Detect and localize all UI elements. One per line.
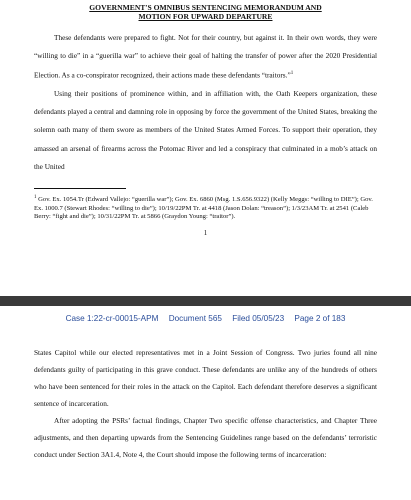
- ecf-header: [34, 314, 377, 323]
- document-page-2: [0, 306, 411, 500]
- paragraph-verdict: States Capitol while our elected representatives met in a Joint Session of Congress. Two juries found all nine defendants guilty of participating in this grave conduct. These defendants are unlike any of the hundreds of others who have been sentenced for their roles in the attack on the Capitol. Each defendant therefore deserves a significant sentence of incarceration.: [34, 348, 377, 408]
- footnote-reference: 1: [290, 71, 294, 77]
- document-title: [34, 3, 377, 21]
- header-document-number: Document 565: [168, 314, 222, 323]
- footnote-number: 1: [34, 195, 37, 201]
- paragraph-incarceration: After adopting the PSRs’ factual findings, Chapter Two specific offense characteristics, and Chapter Three adjustments, and then departing upwards from the Sentencing Guidelines range based on the defendants’ terroristic conduct under Section 3A1.4, Note 4, the Court should impose the following terms of incarceration:: [34, 416, 377, 459]
- page-number: 1: [203, 229, 208, 238]
- header-case-number: Case 1:22-cr-00015-APM: [65, 314, 159, 323]
- footnote-text: Gov. Ex. 1054.Tr (Edward Vallejo: “guerilla war”); Gov. Ex. 6860 (Msg. 1.S.656.9322) (Kelly Meggs: “willing to DIE”); Gov. Ex. 1000.7 (Stewart Rhodes: “willing to die”); 10/19/22PM Tr. at 4418 (Jason Dolan: “treason”); 1/3/23AM Tr. at 2541 (Caleb Berry: “fight and die”); 10/31/22PM Tr. at 5866 (Graydon Young: “traitor”).: [34, 196, 373, 221]
- title-line-2: MOTION FOR UPWARD DEPARTURE: [138, 12, 273, 21]
- footnote-divider: [34, 188, 126, 189]
- paragraph-intro-text: These defendants were prepared to fight. Not for their country, but against it. In their own words, they were “willing to die” in a “guerilla war” to achieve their goal of halting the transfer of power after the 2020 Presidential Election. As a co-conspirator recognized, their actions made these defendants “traitors.”: [34, 33, 377, 80]
- title-line-1: GOVERNMENT'S OMNIBUS SENTENCING MEMORANDUM AND: [89, 3, 322, 12]
- paragraph-intro: [34, 29, 377, 85]
- header-filed-date: Filed 05/05/23: [232, 314, 285, 323]
- paragraph-oath-keepers: Using their positions of prominence within, and in affiliation with, the Oath Keepers organization, these defendants played a central and damning role in opposing by force the government of the United States, breaking the solemn oath many of them swore as members of the United States Armed Forces. To support their operation, they amassed an arsenal of firearms across the Potomac River and led a conspiracy that culminated in a mob’s attack on the United: [34, 89, 377, 171]
- footnote-1: [34, 194, 377, 222]
- header-page-count: Page 2 of 183: [294, 314, 346, 323]
